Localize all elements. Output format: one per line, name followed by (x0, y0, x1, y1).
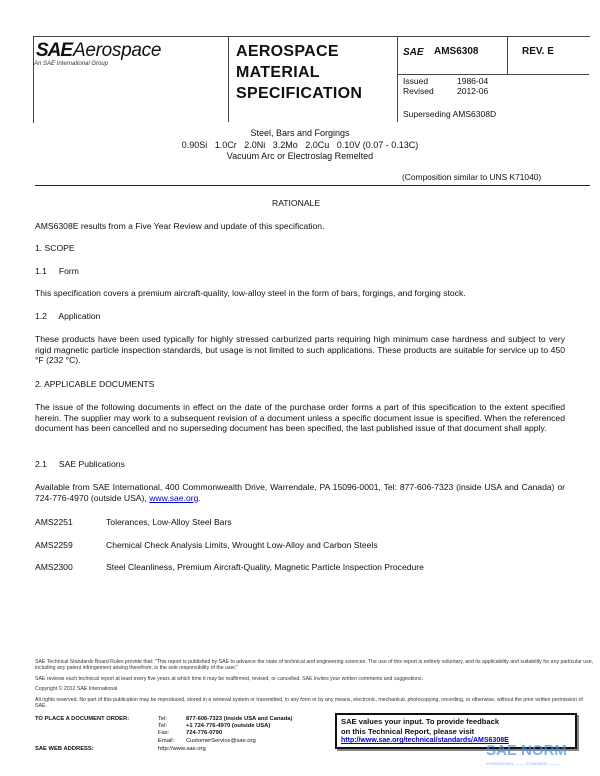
issued-label: Issued (403, 76, 429, 86)
section-heading-form: 1.1 Form (35, 266, 79, 276)
reference-title: Steel Cleanliness, Premium Aircraft-Quality, Magnetic Particle Inspection Procedure (106, 562, 424, 572)
contact-label: Tel: (158, 723, 168, 729)
web-address-label: SAE WEB ADDRESS: (35, 746, 94, 752)
reference-title: Chemical Check Analysis Limits, Wrought Low-Alloy and Carbon Steels (106, 540, 378, 550)
form-text: This specification covers a premium aircraft-quality, low-alloy steel in the form of bars, forgings, and forging stock. (35, 288, 466, 298)
title-line: AEROSPACE (236, 43, 339, 60)
document-type-title (236, 41, 362, 104)
header-divider (397, 74, 589, 75)
contact-email[interactable]: CustomerService@sae.org (186, 738, 256, 744)
rationale-heading: RATIONALE (272, 198, 321, 208)
header-divider (228, 36, 229, 122)
section-heading-applicable-documents: 2. APPLICABLE DOCUMENTS (35, 379, 155, 389)
superseding-note: Superseding AMS6308D (403, 109, 497, 119)
web-address-value[interactable]: http://www.sae.org (158, 746, 206, 752)
revised-label: Revised (403, 86, 434, 96)
revised-date: 2012-06 (457, 86, 489, 96)
feedback-link[interactable]: http://www.sae.org/technical/standards/AMS6308E (341, 737, 509, 744)
subject-line-2: 0.90Si 1.0Cr 2.0Ni 3.2Mo 2.0Cu 0.10V (0.07 - 0.13C) (181, 139, 419, 150)
contact-label: Tel: (158, 716, 168, 722)
sae-logo: SAE (36, 40, 73, 61)
contact-value: 877-606-7323 (inside USA and Canada) (186, 716, 293, 722)
reference-code: AMS2300 (35, 562, 73, 572)
rights-notice: All rights reserved. No part of this publication may be reproduced, stored in a retrieval system or transmitted, in any form or by any means, electronic, mechanical, photocopying, recording, or otherwise, without the prior written permission of SAE. (35, 697, 583, 710)
order-label: TO PLACE A DOCUMENT ORDER: (35, 716, 130, 722)
sae-website-link[interactable]: www.sae.org (149, 492, 199, 503)
document-number: AMS6308 (434, 46, 479, 57)
feedback-line-1: SAE values your input. To provide feedback (341, 717, 500, 726)
subject-block (100, 128, 500, 163)
feedback-line-2: on this Technical Report, please visit (341, 727, 475, 736)
section-heading-application: 1.2 Application (35, 311, 101, 321)
aerospace-logo-text: Aerospace (73, 40, 162, 61)
rationale-text: AMS6308E results from a Five Year Review and update of this specification. (35, 221, 325, 231)
standards-board-notice: SAE Technical Standards Board Rules provide that: "This report is published by SAE to advance the state of technical and engineering sciences. The use of this report is entirely voluntary, and its applicability and suitability for any particular use, including any patent infringement arising therefrom, is the sole responsibility of the user." (35, 659, 594, 672)
sae-norm-watermark: SAE NORM (486, 742, 567, 759)
sae-publications-body: Available from SAE International, 400 Commonwealth Drive, Warrendale, PA 15096-0001, Tel: 877-606-7323 (inside USA and Canada) or 724-776-4970 (outside USA), (35, 482, 565, 503)
header-divider (507, 36, 508, 74)
sae-mark-icon: SAE (403, 47, 424, 58)
reference-code: AMS2259 (35, 540, 73, 550)
contact-label: Fax: (158, 730, 170, 736)
sae-publications-text: Available from SAE International, 400 Commonwealth Drive, Warrendale, PA 15096-0001, Tel: 877-606-7323 (inside USA and Canada) or 724-776-4970 (outside USA), www.sae.org. (35, 482, 565, 503)
title-line: SPECIFICATION (236, 85, 363, 102)
application-text: These products have been used typically for highly stressed carburized parts requiring high minimum case hardness and subject to very rigid magnetic particle inspection standards, but usage is not limited to such applications. These products are suitable for service up to 450 °F (232 °C). (35, 334, 565, 365)
applicable-documents-text: The issue of the following documents in effect on the date of the purchase order forms a part of this specification to the extent specified herein. The supplier may work to a subsequent revision of a document unless a specific document issue is specified. When the referenced document has been cancelled and no superseding document has been specified, the last published issue of that document shall apply. (35, 402, 565, 433)
subject-line-1: Steel, Bars and Forgings (250, 128, 350, 138)
issued-date: 1986-04 (457, 76, 489, 86)
contact-value: 724-776-0790 (186, 730, 223, 736)
revision-label: REV. E (522, 46, 554, 57)
watermark-subtitle: INTERNATIONAL ——— STANDARDS ——— (486, 762, 559, 766)
reference-code: AMS2251 (35, 517, 73, 527)
subject-line-3: Vacuum Arc or Electroslag Remelted (226, 151, 374, 161)
subject-rule (35, 185, 590, 186)
section-heading-scope: 1. SCOPE (35, 243, 75, 253)
copyright: Copyright © 2012 SAE International (35, 686, 118, 692)
header-divider (397, 36, 398, 122)
section-heading-sae-publications: 2.1 SAE Publications (35, 459, 125, 469)
review-notice: SAE reviews each technical report at least every five years at which time it may be reaffirmed, revised, or cancelled. SAE invites your written comments and suggestions. (35, 676, 423, 682)
reference-title: Tolerances, Low-Alloy Steel Bars (106, 517, 232, 527)
contact-label: Email: (158, 738, 175, 744)
contact-value: +1 724-776-4970 (outside USA) (186, 723, 271, 729)
logo-subtitle: An SAE International Group (34, 61, 109, 67)
title-line: MATERIAL (236, 64, 320, 81)
composition-note: (Composition similar to UNS K71040) (402, 172, 542, 182)
